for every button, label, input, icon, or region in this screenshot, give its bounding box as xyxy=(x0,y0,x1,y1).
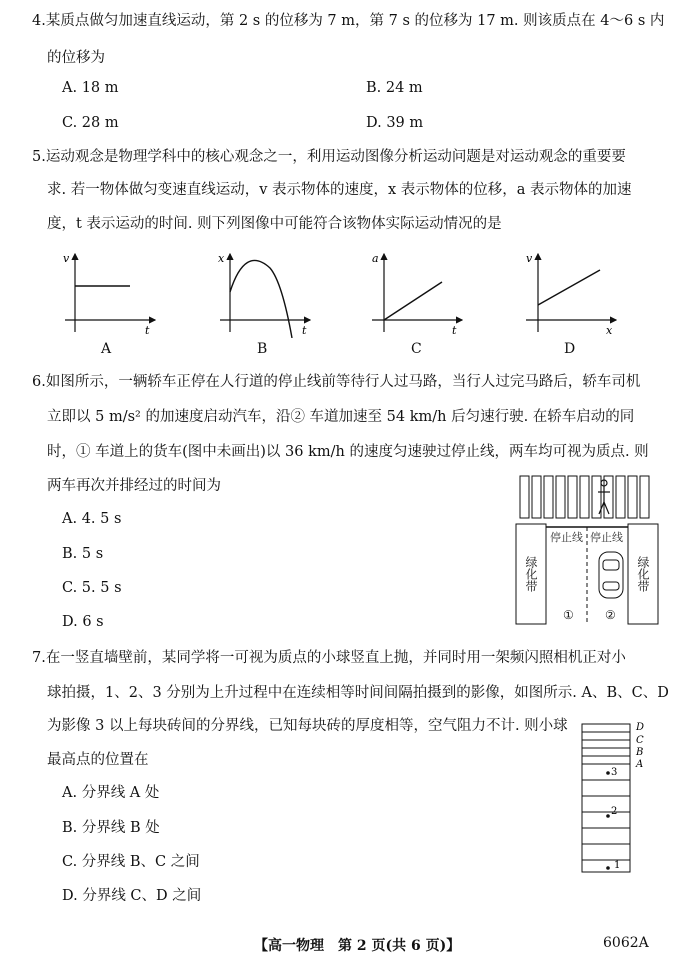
q6-option-a: A. 4. 5 s xyxy=(62,511,122,527)
q5-graph-d-x-axis: x xyxy=(606,324,613,337)
q5-line-3: 度，t 表示运动的时间. 则下列图像中可能符合该物体实际运动情况的是 xyxy=(47,216,502,232)
boundary-a-label: A xyxy=(636,759,644,770)
q5-graph-c-x-axis: t xyxy=(452,324,457,337)
exam-code: 6062A xyxy=(603,935,649,951)
image-2-label: 2 xyxy=(611,806,618,817)
car-icon xyxy=(599,552,623,598)
q6-option-c: C. 5. 5 s xyxy=(62,580,122,596)
q6-line-1: 6.如图所示，一辆轿车正停在人行道的停止线前等待行人过马路，当行人过完马路后，轿车司机 xyxy=(32,374,641,390)
page-footer: 【高一物理 第 2 页(共 6 页)】 xyxy=(254,938,461,954)
q4-option-b: B. 24 m xyxy=(366,80,423,96)
lane-2-label: ② xyxy=(605,608,616,622)
q4-line-1: 4.某质点做匀加速直线运动，第 2 s 的位移为 7 m，第 7 s 的位移为 17 m. 则该质点在 4～6 s 内 xyxy=(32,13,665,29)
green-belt-right-label: 绿化带 xyxy=(636,556,650,592)
q5-graph-b-label: B xyxy=(257,341,268,357)
q6-option-d: D. 6 s xyxy=(62,614,104,630)
q5-graph-b xyxy=(210,250,320,338)
q5-graph-c-y-axis: a xyxy=(372,252,379,265)
q5-graph-b-x-axis: t xyxy=(302,324,307,337)
ball-image-1 xyxy=(606,866,610,870)
q5-graph-d-y-axis: v xyxy=(526,252,533,265)
q4-option-c: C. 28 m xyxy=(62,115,119,131)
q7-option-c: C. 分界线 B、C 之间 xyxy=(62,854,200,870)
lane-1-label: ① xyxy=(563,608,574,622)
image-3-label: 3 xyxy=(611,767,618,778)
stop-line-label-1: 停止线 xyxy=(550,531,583,544)
q7-line-3: 为影像 3 以上每块砖间的分界线，已知每块砖的厚度相等，空气阻力不计. 则小球 xyxy=(47,718,568,734)
q5-graph-c-label: C xyxy=(411,341,422,357)
q7-option-a: A. 分界线 A 处 xyxy=(62,785,160,801)
q5-graph-b-y-axis: x xyxy=(218,252,225,265)
green-belt-left-label: 绿化带 xyxy=(524,556,538,592)
q4-line-2: 的位移为 xyxy=(47,50,105,66)
q7-brick-wall-figure xyxy=(576,716,656,876)
image-1-label: 1 xyxy=(614,860,621,871)
q7-line-1: 7.在一竖直墙壁前，某同学将一可视为质点的小球竖直上抛，并同时用一架频闪照相机正对小 xyxy=(32,650,626,666)
q6-line-4: 两车再次并排经过的时间为 xyxy=(47,478,221,494)
q7-line-4: 最高点的位置在 xyxy=(47,752,149,768)
q7-option-b: B. 分界线 B 处 xyxy=(62,820,160,836)
ball-image-3 xyxy=(606,771,610,775)
q6-option-b: B. 5 s xyxy=(62,546,104,562)
q7-line-2: 球拍摄，1、2、3 分别为上升过程中在连续相等时间间隔拍摄到的影像，如图所示. A、B、C、D xyxy=(47,685,669,701)
q5-graph-a xyxy=(55,250,165,338)
q5-graph-a-y-axis: v xyxy=(63,252,70,265)
q5-graph-d-label: D xyxy=(564,341,576,357)
q7-option-d: D. 分界线 C、D 之间 xyxy=(62,888,202,904)
q5-graph-d xyxy=(508,250,618,338)
q6-line-2: 立即以 5 m/s² 的加速度启动汽车，沿② 车道加速至 54 km/h 后匀速行驶. 在轿车启动的同 xyxy=(47,409,635,425)
q4-option-d: D. 39 m xyxy=(366,115,424,131)
q6-crosswalk-figure xyxy=(512,474,662,630)
ball-image-2 xyxy=(606,814,610,818)
q5-graph-c xyxy=(362,250,472,338)
q5-line-1: 5.运动观念是物理学科中的核心观念之一，利用运动图像分析运动问题是对运动观念的重要要 xyxy=(32,149,626,165)
q4-option-a: A. 18 m xyxy=(62,80,119,96)
q5-graph-a-x-axis: t xyxy=(145,324,150,337)
stop-line-label-2: 停止线 xyxy=(590,531,623,544)
q6-line-3: 时，① 车道上的货车(图中未画出)以 36 km/h 的速度匀速驶过停止线，两车均可视为质点. 则 xyxy=(47,444,649,460)
q5-graph-a-label: A xyxy=(101,341,112,357)
boundary-c-label: C xyxy=(636,735,644,746)
boundary-b-label: B xyxy=(636,747,644,758)
boundary-d-label: D xyxy=(636,722,645,733)
q5-line-2: 求. 若一物体做匀变速直线运动，v 表示物体的速度，x 表示物体的位移，a 表示物体的加速 xyxy=(47,182,632,198)
